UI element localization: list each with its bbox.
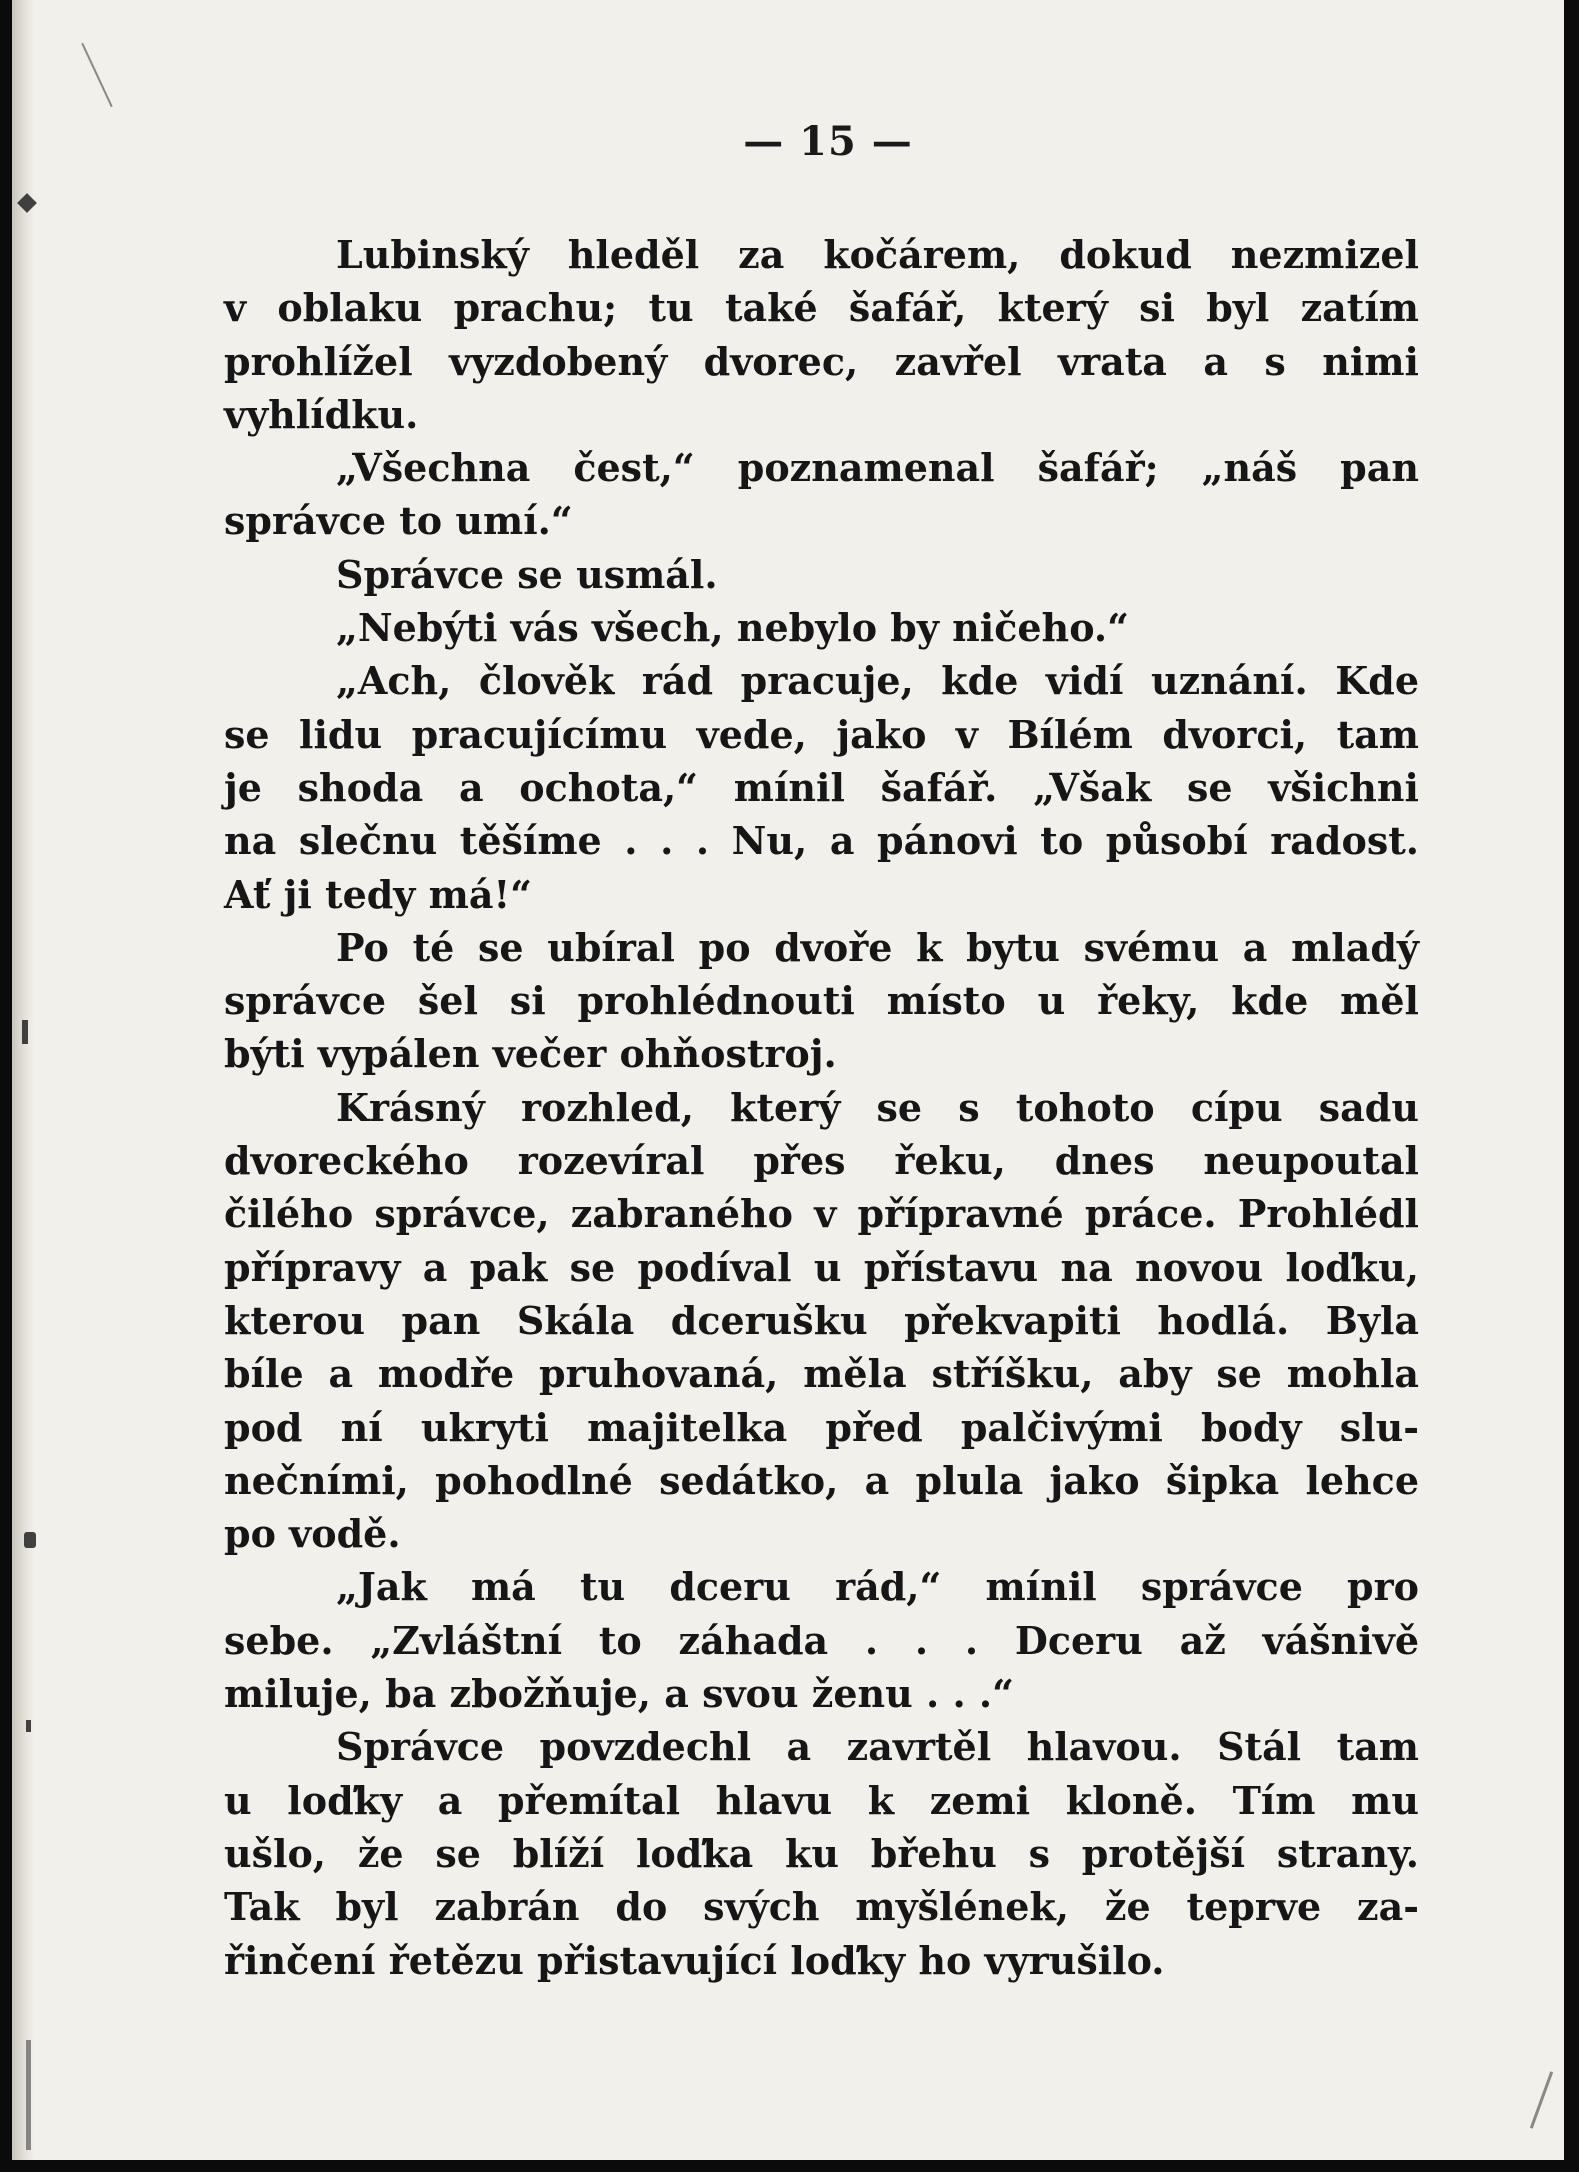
text-line: vyhlídku.: [224, 391, 419, 437]
text-line: na slečnu těšíme . . . Nu, a pánovi to působí radost.: [224, 818, 1419, 864]
text-line: „Všechna čest,“ poznamenal šafář; „náš pan: [336, 445, 1419, 491]
text-line: Ať ji tedy má!“: [224, 871, 532, 917]
text-line: ušlo, že se blíží loďka ku břehu s protější strany.: [224, 1830, 1419, 1876]
text-line: Správce se usmál.: [336, 551, 718, 597]
margin-mark: [26, 2040, 31, 2150]
page-number: — 15 —: [743, 118, 913, 165]
text-line: „Nebýti vás všech, nebylo by ničeho.“: [336, 605, 1129, 651]
margin-mark: [1530, 2071, 1553, 2128]
text-line: nečními, pohodlné sedátko, a plula jako šipka lehce: [224, 1457, 1419, 1503]
body-text: [224, 228, 1419, 1987]
text-line: dvoreckého rozevíral přes řeku, dnes neupoutal: [224, 1138, 1419, 1184]
text-line: prohlížel vyzdobený dvorec, zavřel vrata a s nimi: [224, 338, 1419, 384]
margin-mark: [26, 1720, 31, 1732]
text-line: býti vypálen večer ohňostroj.: [224, 1031, 837, 1077]
text-line: u loďky a přemítal hlavu k zemi kloně. Tím mu: [224, 1777, 1419, 1823]
text-line: bíle a modře pruhovaná, měla stříšku, aby se mohla: [224, 1351, 1419, 1397]
book-page: [12, 0, 1564, 2160]
margin-mark: [22, 1020, 28, 1044]
text-line: „Ach, člověk rád pracuje, kde vidí uznání. Kde: [336, 658, 1419, 704]
binding-edge: [12, 0, 34, 2160]
text-line: v oblaku prachu; tu také šafář, který si byl zatím: [224, 285, 1419, 331]
text-line: Krásný rozhled, který se s tohoto cípu sadu: [336, 1084, 1419, 1130]
text-line: Správce povzdechl a zavrtěl hlavou. Stál tam: [336, 1724, 1419, 1770]
margin-mark: [81, 43, 112, 107]
text-line: Tak byl zabrán do svých myšlének, že teprve za-: [224, 1884, 1419, 1930]
text-line: po vodě.: [224, 1511, 401, 1557]
text-line: Po té se ubíral po dvoře k bytu svému a mladý: [336, 924, 1419, 970]
text-line: pod ní ukryti majitelka před palčivými body slu-: [224, 1404, 1419, 1450]
text-line: přípravy a pak se podíval u přístavu na novou loďku,: [224, 1244, 1419, 1290]
text-line: „Jak má tu dceru rád,“ mínil správce pro: [336, 1564, 1419, 1610]
text-line: je shoda a ochota,“ mínil šafář. „Však se všichni: [224, 764, 1419, 810]
text-line: správce šel si prohlédnouti místo u řeky, kde měl: [224, 978, 1419, 1024]
margin-mark: [24, 1532, 36, 1548]
text-line: Lubinský hleděl za kočárem, dokud nezmizel: [336, 232, 1419, 277]
text-line: čilého správce, zabraného v přípravné práce. Prohlédl: [224, 1191, 1419, 1237]
text-line: správce to umí.“: [224, 498, 573, 544]
text-line: miluje, ba zbožňuje, a svou ženu . . .“: [224, 1671, 1015, 1717]
text-line: sebe. „Zvláštní to záhada . . . Dceru až vášnivě: [224, 1617, 1419, 1663]
text-line: řinčení řetězu přistavující loďky ho vyrušilo.: [224, 1937, 1165, 1983]
text-line: kterou pan Skála dcerušku překvapiti hodlá. Byla: [224, 1297, 1419, 1343]
text-line: se lidu pracujícímu vede, jako v Bílém dvorci, tam: [224, 711, 1419, 757]
